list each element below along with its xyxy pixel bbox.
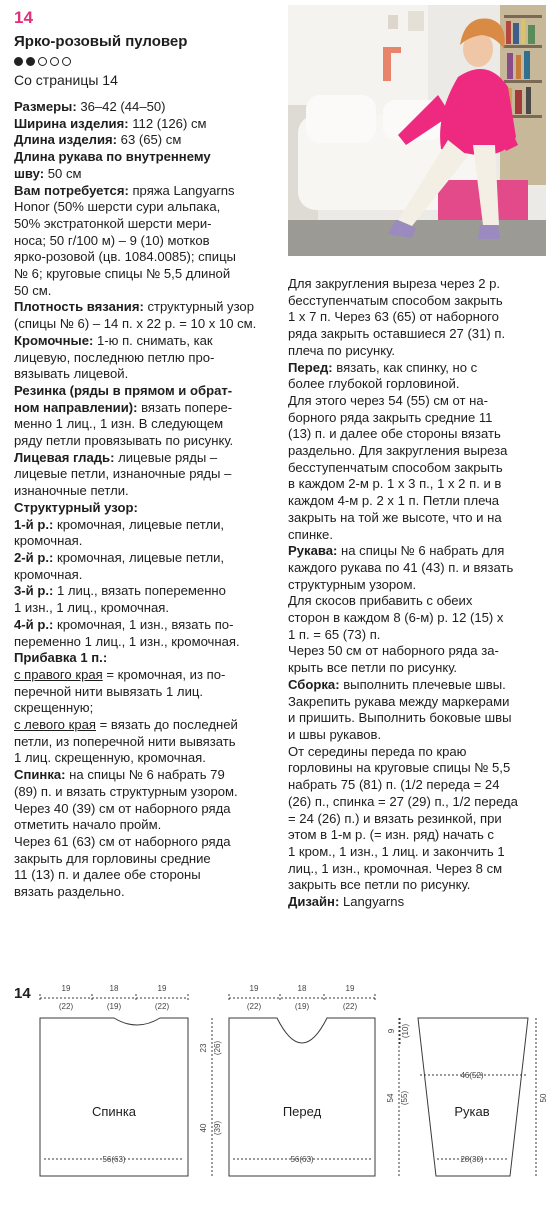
- heading-term: ном направлении):: [14, 399, 138, 415]
- text-line: [288, 777, 546, 794]
- back-top-dim-3-alt: (22): [154, 1002, 170, 1011]
- text-line: [14, 416, 276, 433]
- text-run: 50 см.: [14, 282, 52, 298]
- text-line: [288, 694, 546, 711]
- sleeve-label: Рукав: [454, 1104, 490, 1119]
- back-side-dim-1-alt: (26): [213, 1040, 222, 1056]
- text-run: кромочная.: [14, 533, 83, 549]
- text-line: [288, 360, 546, 377]
- text-line: [288, 410, 546, 427]
- text-run: 1 п. = 65 (73) п.: [288, 626, 381, 642]
- text-run: кромочная, лицевые петли,: [53, 549, 225, 565]
- text-line: [14, 199, 276, 216]
- front-side-dim-1-alt: (10): [401, 1023, 410, 1039]
- text-run: отметить начало пройм.: [14, 817, 162, 833]
- front-label: Перед: [282, 1104, 322, 1119]
- text-line: [14, 700, 276, 717]
- text-line: [14, 667, 276, 684]
- back-top-dim-1: 19: [61, 984, 71, 993]
- text-line: [288, 593, 546, 610]
- front-side-dim-1: 9: [387, 1028, 396, 1034]
- text-run: пряжа Langyarns: [128, 182, 235, 198]
- front-top-dim-2: 18: [297, 984, 307, 993]
- text-line: [14, 617, 276, 634]
- back-top-dim-3: 19: [157, 984, 167, 993]
- text-line: [14, 684, 276, 701]
- text-line: [14, 249, 276, 266]
- text-line: [14, 183, 276, 200]
- text-run: 50% экстратонкой шерсти мери-: [14, 215, 212, 231]
- text-run: структурным узором.: [288, 576, 417, 592]
- text-run: кромочная, лицевые петли,: [53, 516, 225, 532]
- sleeve-top-width-dim: 46(52): [460, 1071, 484, 1080]
- heading-term: 3-й р.:: [14, 583, 54, 599]
- text-line: [14, 583, 276, 600]
- text-line: [14, 99, 276, 116]
- text-line: [14, 817, 276, 834]
- text-line: [14, 784, 276, 801]
- text-line: [288, 510, 546, 527]
- model-photo: [288, 5, 546, 256]
- text-run: набрать 75 (81) п. (1/2 переда = 24: [288, 777, 500, 793]
- front-outline: [229, 1018, 375, 1176]
- text-line: [14, 433, 276, 450]
- text-line: [288, 677, 546, 694]
- text-run: петли, из поперечной нити вывязать: [14, 733, 236, 749]
- sleeve-side-dim-alt: (55): [400, 1090, 409, 1106]
- text-run: носа; 50 г/100 м) – 9 (10) мотков: [14, 232, 210, 248]
- heading-term: Рукава:: [288, 543, 338, 559]
- text-line: [288, 727, 546, 744]
- text-run: 1 лиц., вязать попеременно: [53, 583, 226, 599]
- text-line: [288, 426, 546, 443]
- text-line: [288, 627, 546, 644]
- schematic-diagrams: [0, 978, 554, 1200]
- back-top-dim-2-alt: (19): [106, 1002, 122, 1011]
- text-line: [14, 483, 276, 500]
- back-outline: [40, 1018, 188, 1176]
- text-line: [288, 460, 546, 477]
- back-side-dim-2: 40: [199, 1123, 208, 1133]
- heading-term: шву:: [14, 165, 45, 181]
- difficulty-dot-empty: [38, 57, 47, 66]
- text-run: ярко-розовой (цв. 1084.0085); спицы: [14, 249, 236, 265]
- underlined-term: с правого края: [14, 666, 103, 682]
- text-run: крыть все петли по рисунку.: [288, 660, 458, 676]
- text-line: [288, 827, 546, 844]
- text-run: лицевую, последнюю петлю про-: [14, 349, 215, 365]
- text-line: [14, 350, 276, 367]
- text-line: [14, 650, 276, 667]
- diagram-number: 14: [14, 985, 31, 1002]
- heading-term: Кромочные:: [14, 332, 94, 348]
- text-run: Закрепить рукава между маркерами: [288, 693, 510, 709]
- text-run: (13) п. и далее обе стороны вязать: [288, 426, 501, 442]
- text-line: [288, 343, 546, 360]
- back-top-dims: [40, 994, 188, 1002]
- instructions-right-column: [288, 276, 546, 911]
- text-line: [14, 533, 276, 550]
- text-run: 36–42 (44–50): [76, 99, 166, 114]
- sleeve-right-dim: 50: [539, 1093, 548, 1103]
- difficulty-rating: [14, 57, 71, 66]
- text-run: закрыть на той же высоте, что и на: [288, 509, 502, 525]
- text-run: Для скосов прибавить с обеих: [288, 593, 473, 609]
- heading-term: Структурный узор:: [14, 499, 138, 515]
- text-run: перечной нити вывязать 1 лиц.: [14, 683, 204, 699]
- text-line: [14, 233, 276, 250]
- text-run: бесступенчатым способом закрыть: [288, 459, 503, 475]
- sleeve-bottom-width-dim: 28(30): [460, 1155, 484, 1164]
- text-line: [288, 794, 546, 811]
- text-line: [14, 333, 276, 350]
- text-line: [14, 216, 276, 233]
- heading-term: Размеры:: [14, 99, 77, 114]
- text-line: [288, 376, 546, 393]
- text-line: [14, 567, 276, 584]
- text-run: 1-ю п. снимать, как: [93, 332, 213, 348]
- heading-term: Ширина изделия:: [14, 115, 129, 131]
- text-run: плеча по рисунку.: [288, 342, 395, 358]
- text-run: вязывать лицевой.: [14, 366, 129, 382]
- text-line: [14, 266, 276, 283]
- text-line: [14, 400, 276, 417]
- text-run: кромочная, 1 изн., вязать по-: [53, 616, 234, 632]
- text-line: [288, 811, 546, 828]
- text-line: [14, 734, 276, 751]
- heading-term: 1-й р.:: [14, 516, 54, 532]
- text-line: [288, 309, 546, 326]
- text-run: ряду петли провязывать по рисунку.: [14, 433, 234, 449]
- text-run: закрыть для горловины средние: [14, 850, 211, 866]
- text-run: (89) п. и вязать структурным узором.: [14, 783, 238, 799]
- back-side-dim-2-alt: (39): [213, 1120, 222, 1136]
- text-line: [14, 299, 276, 316]
- text-run: Для этого через 54 (55) см от на-: [288, 392, 489, 408]
- text-line: [288, 476, 546, 493]
- front-top-dim-1-alt: (22): [246, 1002, 262, 1011]
- text-run: 63 (65) см: [117, 132, 182, 148]
- text-run: = кромочная, из по-: [102, 666, 226, 682]
- heading-term: Вам потребуется:: [14, 182, 129, 198]
- text-run: и пришить. Выполнить боковые швы: [288, 710, 512, 726]
- text-run: каждого рукава по 41 (43) п. и вязать: [288, 559, 514, 575]
- text-line: [14, 283, 276, 300]
- text-line: [14, 767, 276, 784]
- text-run: № 6; круговые спицы № 5,5 длиной: [14, 266, 231, 282]
- text-line: [288, 877, 546, 894]
- text-run: кромочная.: [14, 566, 83, 582]
- text-run: Langyarns: [339, 894, 405, 910]
- text-line: [14, 132, 276, 149]
- text-run: Через 40 (39) см от наборного ряда: [14, 800, 231, 816]
- text-line: [14, 634, 276, 651]
- text-line: [288, 493, 546, 510]
- underlined-term: с левого края: [14, 717, 96, 733]
- text-line: [14, 366, 276, 383]
- text-line: [288, 894, 546, 911]
- text-run: 1 изн., 1 лиц., кромочная.: [14, 600, 170, 616]
- text-line: [288, 577, 546, 594]
- text-run: горловины на круговые спицы № 5,5: [288, 760, 511, 776]
- back-top-dim-2: 18: [109, 984, 119, 993]
- text-run: ряда закрыть оставшиеся 27 (31) п.: [288, 326, 506, 342]
- text-line: [288, 610, 546, 627]
- front-top-dim-3-alt: (22): [342, 1002, 358, 1011]
- text-line: [14, 383, 276, 400]
- text-run: Honor (50% шерсти сури альпака,: [14, 199, 221, 215]
- text-line: [14, 801, 276, 818]
- text-line: [14, 750, 276, 767]
- difficulty-dot-filled: [26, 57, 35, 66]
- heading-term: Прибавка 1 п.:: [14, 650, 108, 666]
- text-run: борного ряда закрыть средние 11: [288, 409, 493, 425]
- text-run: вязать раздельно.: [14, 884, 125, 900]
- text-run: бесступенчатым способом закрыть: [288, 292, 503, 308]
- text-run: этом в 1-м р. (= изн. ряд) начать с: [288, 827, 494, 843]
- pattern-number: 14: [14, 8, 33, 27]
- front-top-dim-1: 19: [249, 984, 259, 993]
- text-run: вязать, как спинку, но с: [332, 359, 478, 375]
- text-run: лицевые петли, изнаночные ряды –: [14, 466, 232, 482]
- text-run: = 24 (26) п.) и вязать резинкой, при: [288, 810, 502, 826]
- text-line: [288, 710, 546, 727]
- text-run: в каждом 2-м р. 1 х 3 п., 1 х 2 п. и в: [288, 476, 502, 492]
- text-line: [14, 500, 276, 517]
- text-line: [14, 717, 276, 734]
- text-line: [288, 643, 546, 660]
- sleeve-side-dim: 54: [386, 1093, 395, 1103]
- text-run: 112 (126) см: [128, 115, 207, 131]
- text-run: 11 (13) п. и далее обе стороны: [14, 867, 201, 883]
- text-run: 50 см: [44, 165, 82, 181]
- text-line: [288, 443, 546, 460]
- text-line: [288, 744, 546, 761]
- text-line: [14, 867, 276, 884]
- text-line: [288, 844, 546, 861]
- text-line: [14, 884, 276, 901]
- text-run: (26) п., спинка = 27 (29) п., 1/2 переда: [288, 793, 518, 809]
- instructions-left-column: [14, 99, 276, 901]
- text-line: [288, 393, 546, 410]
- heading-term: 4-й р.:: [14, 616, 54, 632]
- text-run: раздельно. Для закругления выреза: [288, 443, 508, 459]
- text-line: [14, 116, 276, 133]
- heading-term: Длина рукава по внутреннему: [14, 149, 211, 165]
- text-run: 1 х 7 п. Через 63 (65) от наборного: [288, 309, 499, 325]
- front-width-dim: 56(63): [290, 1155, 314, 1164]
- text-run: на спицы № 6 набрать для: [337, 543, 505, 559]
- pattern-title: Ярко-розовый пуловер: [14, 33, 188, 50]
- heading-term: Длина изделия:: [14, 132, 118, 148]
- text-run: изнаночные петли.: [14, 483, 129, 499]
- difficulty-dot-empty: [50, 57, 59, 66]
- sleeve-outline: [418, 1018, 528, 1176]
- heading-term: Сборка:: [288, 676, 340, 692]
- text-run: сторон в каждом 8 (6-м) р. 12 (15) х: [288, 610, 504, 626]
- text-run: = вязать до последней: [96, 717, 238, 733]
- text-run: и швы рукавов.: [288, 726, 382, 742]
- text-line: [14, 550, 276, 567]
- text-line: [288, 660, 546, 677]
- text-run: Для закругления выреза через 2 р.: [288, 276, 501, 291]
- text-line: [14, 450, 276, 467]
- text-line: [14, 166, 276, 183]
- text-line: [288, 276, 546, 293]
- text-line: [14, 316, 276, 333]
- text-run: переменно 1 лиц., 1 изн., кромочная.: [14, 633, 240, 649]
- text-run: менно 1 лиц., 1 изн. В следующем: [14, 416, 224, 432]
- front-top-dims: [229, 994, 375, 1002]
- difficulty-dot-filled: [14, 57, 23, 66]
- difficulty-dot-empty: [62, 57, 71, 66]
- back-side-dim-1: 23: [199, 1043, 208, 1053]
- text-run: Через 61 (63) см от наборного ряда: [14, 833, 231, 849]
- from-page-note: Со страницы 14: [14, 72, 118, 88]
- text-run: более глубокой горловиной.: [288, 376, 460, 392]
- text-line: [14, 600, 276, 617]
- text-line: [288, 861, 546, 878]
- text-line: [288, 543, 546, 560]
- front-top-dim-3: 19: [345, 984, 355, 993]
- heading-term: Плотность вязания:: [14, 299, 144, 315]
- text-line: [14, 851, 276, 868]
- heading-term: Дизайн:: [288, 894, 340, 910]
- text-line: [14, 149, 276, 166]
- text-line: [14, 517, 276, 534]
- back-width-dim: 56(63): [102, 1155, 126, 1164]
- text-run: лиц., 1 изн., кромочная. Через 8 см: [288, 860, 503, 876]
- text-run: От середины переда по краю: [288, 743, 467, 759]
- text-line: [288, 560, 546, 577]
- text-line: [288, 760, 546, 777]
- text-run: закрыть все петли по рисунку.: [288, 877, 471, 893]
- text-run: 1 кром., 1 изн., 1 лиц. и закончить 1: [288, 843, 505, 859]
- text-run: каждом 4-м р. 2 х 1 п. Петли плеча: [288, 493, 500, 509]
- text-run: выполнить плечевые швы.: [339, 676, 506, 692]
- text-run: на спицы № 6 набрать 79: [65, 767, 225, 783]
- text-run: лицевые ряды –: [114, 449, 218, 465]
- text-run: Через 50 см от наборного ряда за-: [288, 643, 499, 659]
- back-label: Спинка: [91, 1104, 137, 1119]
- heading-term: Спинка:: [14, 767, 66, 783]
- heading-term: 2-й р.:: [14, 549, 54, 565]
- text-run: скрещенную;: [14, 700, 94, 716]
- text-line: [288, 527, 546, 544]
- heading-term: Перед:: [288, 359, 333, 375]
- front-top-dim-2-alt: (19): [294, 1002, 310, 1011]
- text-line: [14, 834, 276, 851]
- heading-term: Лицевая гладь:: [14, 449, 115, 465]
- text-run: вязать попере-: [137, 399, 233, 415]
- back-top-dim-1-alt: (22): [58, 1002, 74, 1011]
- text-run: структурный узор: [143, 299, 254, 315]
- text-run: (спицы № 6) – 14 п. х 22 р. = 10 х 10 см.: [14, 316, 257, 332]
- text-line: [288, 326, 546, 343]
- text-line: [14, 466, 276, 483]
- heading-term: Резинка (ряды в прямом и обрат-: [14, 382, 233, 398]
- text-line: [288, 293, 546, 310]
- text-run: 1 лиц. скрещенную, кромочная.: [14, 750, 206, 766]
- text-run: спинке.: [288, 526, 333, 542]
